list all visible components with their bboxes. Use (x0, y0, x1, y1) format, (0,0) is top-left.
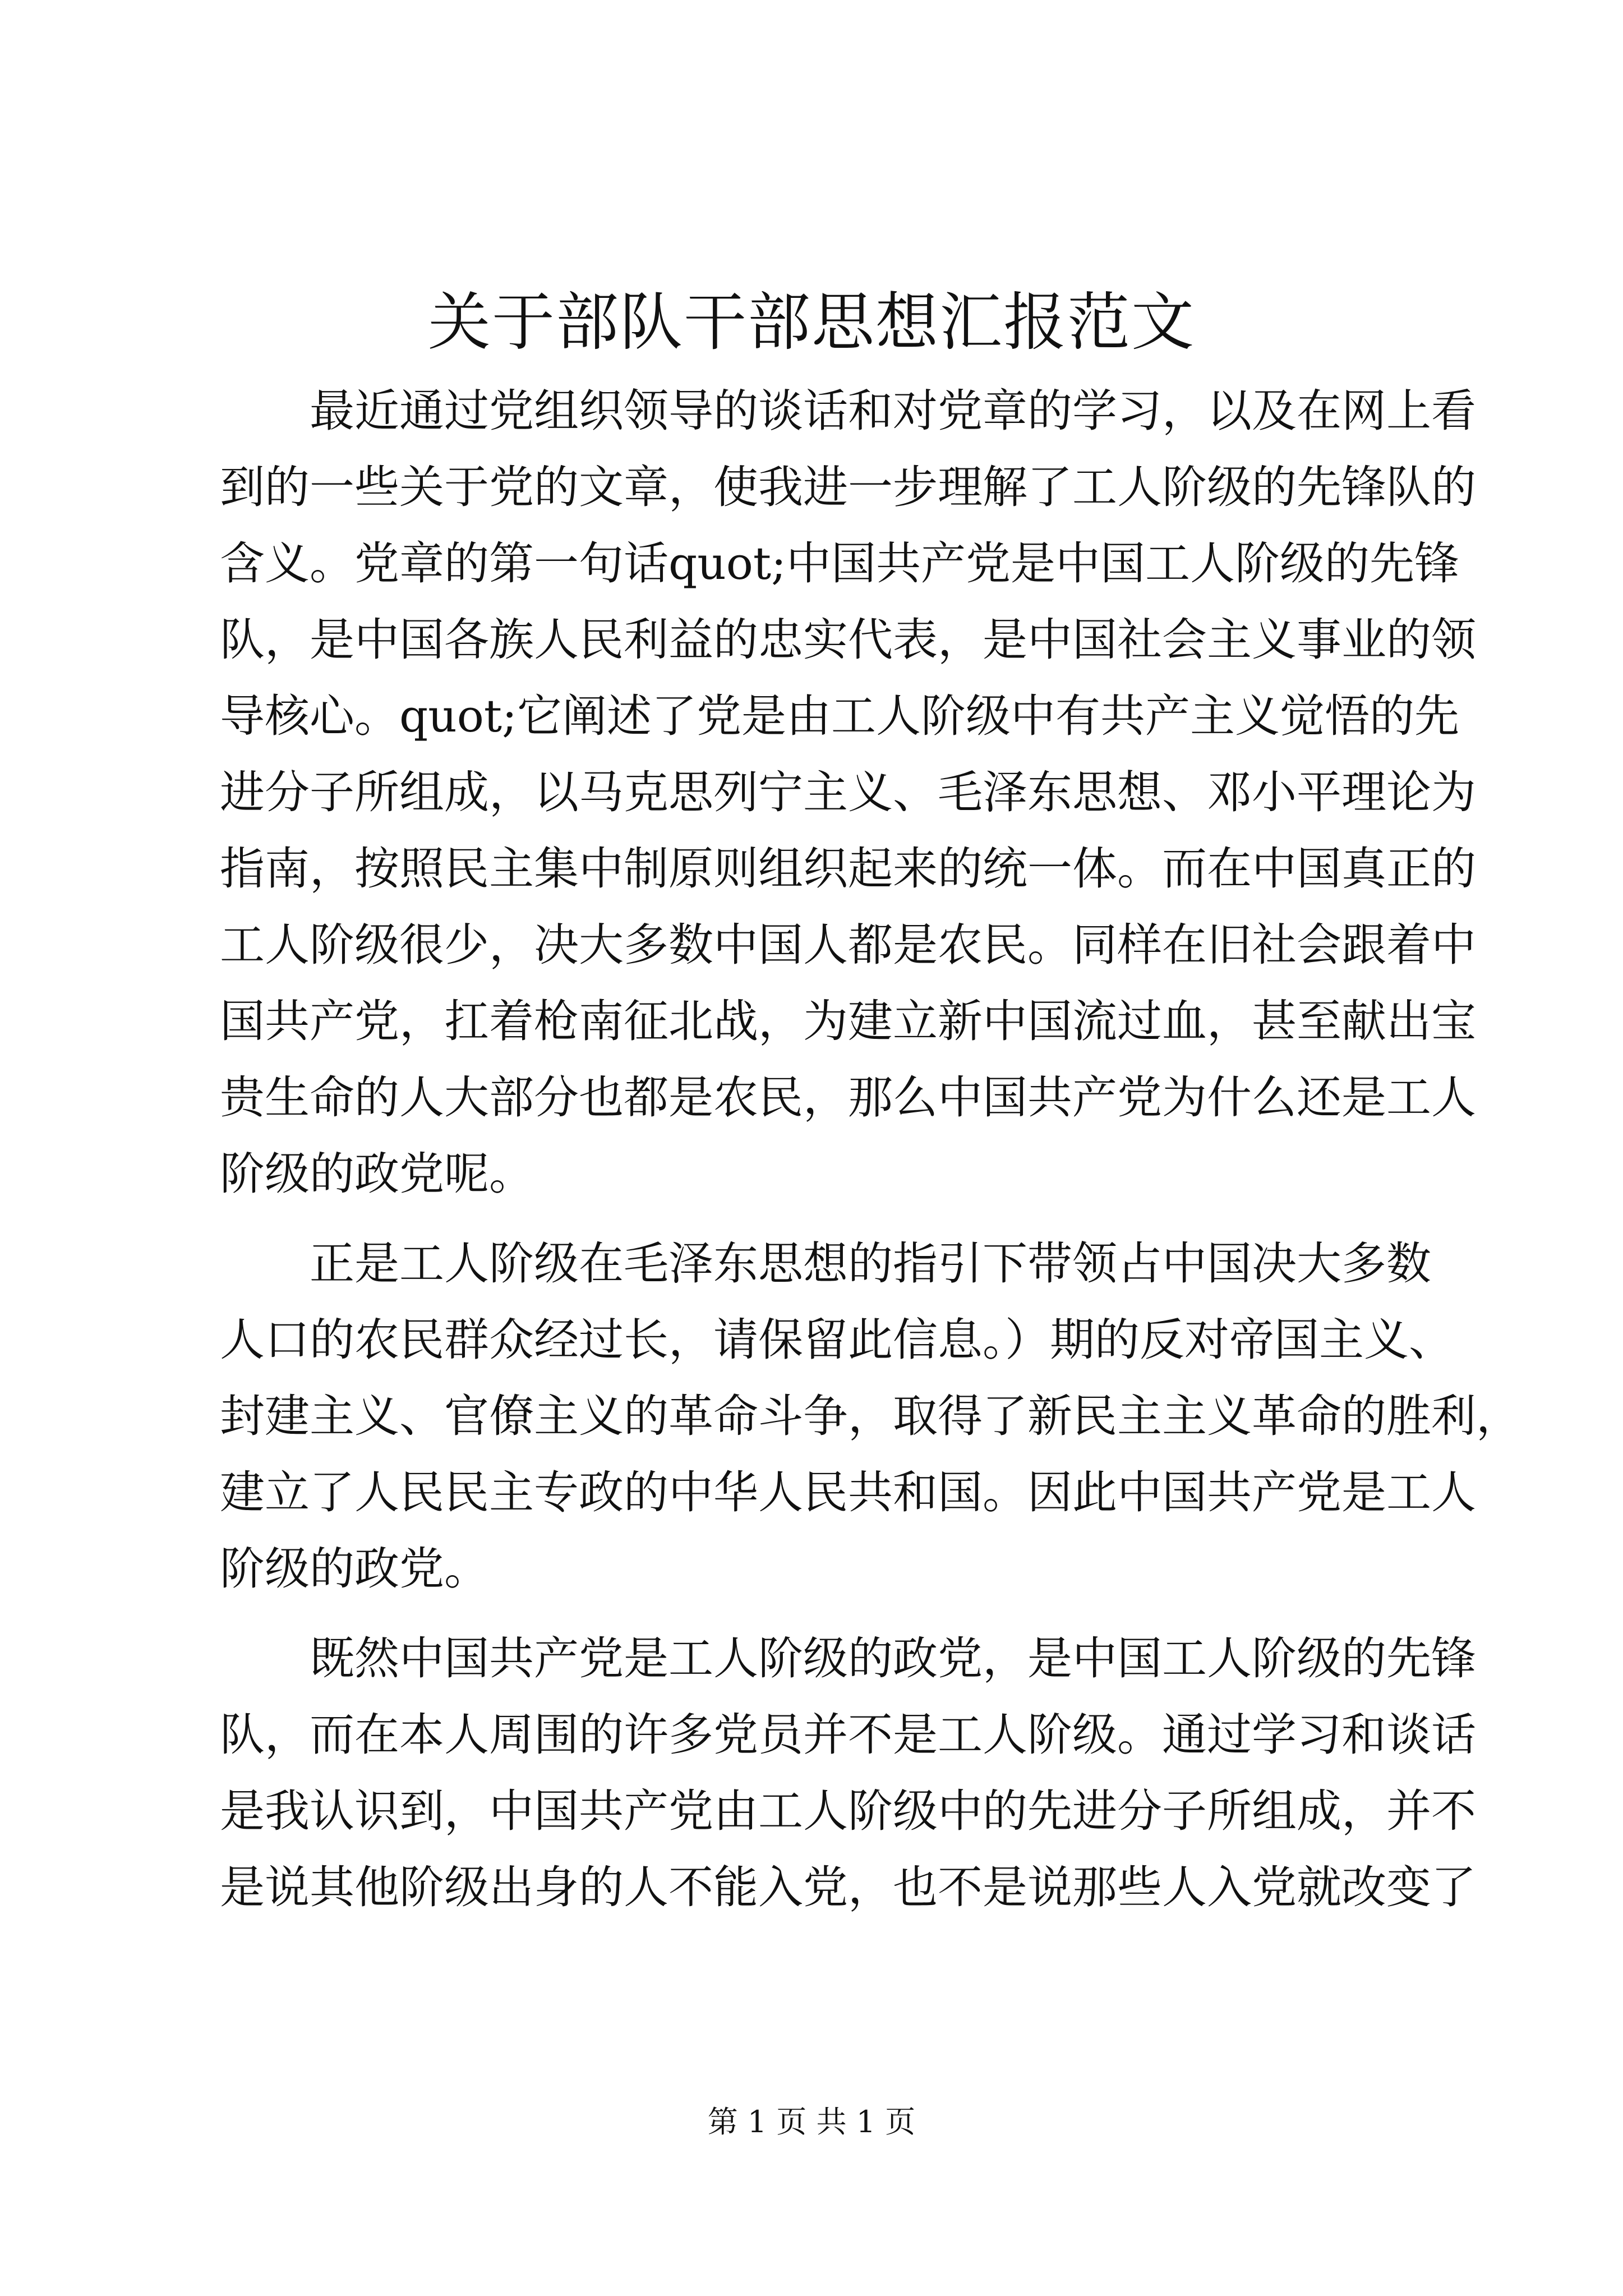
text-line: 国共产党，扛着枪南征北战，为建立新中国流过血，甚至献出宝 (220, 995, 1476, 1047)
paragraph-2 (220, 1226, 1521, 1607)
paragraph-1 (220, 373, 1476, 1212)
text-line: 导核心。quot;它阐述了党是由工人阶级中有共产主义觉悟的先 (220, 690, 1459, 742)
text-line: 是说其他阶级出身的人不能入党，也不是说那些人入党就改变了 (220, 1861, 1476, 1913)
text-line: 贵生命的人大部分也都是农民，那么中国共产党为什么还是工人 (220, 1071, 1476, 1124)
text-line: 工人阶级很少，决大多数中国人都是农民。同样在旧社会跟着中 (220, 919, 1476, 971)
text-line: 建立了人民民主专政的中华人民共和国。因此中国共产党是工人 (220, 1466, 1476, 1519)
text-line: 正是工人阶级在毛泽东思想的指引下带领占中国决大多数 (310, 1237, 1431, 1290)
text-line: 阶级的政党呢。 (220, 1148, 534, 1200)
text-line: 阶级的政党。 (220, 1543, 489, 1595)
document-title: 关于部队干部思想汇报范文 (428, 286, 1195, 359)
text-line: 含义。党章的第一句话quot;中国共产党是中国工人阶级的先锋 (220, 537, 1459, 590)
page-footer: 第 1 页 共 1 页 (707, 2104, 916, 2139)
paragraph-3 (220, 1621, 1476, 1926)
text-line: 既然中国共产党是工人阶级的政党，是中国工人阶级的先锋 (310, 1632, 1476, 1685)
text-line: 队，而在本人周围的许多党员并不是工人阶级。通过学习和谈话 (220, 1709, 1476, 1761)
text-line: 队，是中国各族人民利益的忠实代表，是中国社会主义事业的领 (220, 614, 1476, 666)
document-body (220, 373, 1521, 1926)
text-line: 最近通过党组织领导的谈话和对党章的学习，以及在网上看 (310, 385, 1476, 437)
text-line: 人口的农民群众经过长，请保留此信息。）期的反对帝国主义、 (220, 1314, 1454, 1366)
text-line: 到的一些关于党的文章，使我进一步理解了工人阶级的先锋队的 (220, 461, 1476, 513)
text-line: 是我认识到，中国共产党由工人阶级中的先进分子所组成，并不 (220, 1785, 1476, 1837)
text-line: 进分子所组成，以马克思列宁主义、毛泽东思想、邓小平理论为 (220, 766, 1476, 818)
text-line: 封建主义、官僚主义的革命斗争，取得了新民主主义革命的胜利， (220, 1390, 1521, 1442)
text-line: 指南，按照民主集中制原则组织起来的统一体。而在中国真正的 (220, 843, 1476, 895)
